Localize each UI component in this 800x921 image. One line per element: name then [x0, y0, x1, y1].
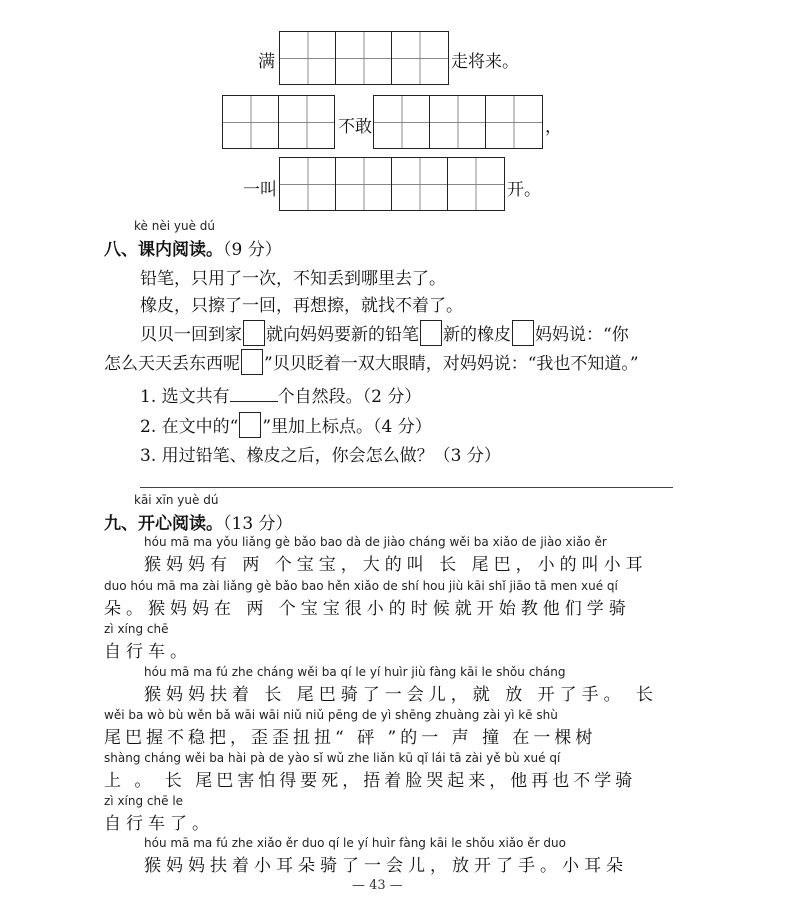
story-text-4: 猴妈妈扶着 长 尾巴骑了一会儿，就 放 开了手。 长	[144, 685, 659, 705]
section9-pinyin: kāi xīn yuè dú	[134, 493, 219, 507]
section8-paragraph-line3	[140, 320, 629, 346]
story-pinyin-2: duo hóu mā ma zài liǎng gè bǎo bao hěn xiǎo de shí hou jiù kāi shǐ jiāo tā men xué qí	[104, 579, 618, 593]
story-text-2: 朵。猴妈妈在 两 个宝宝很小的时候就开始教他们学骑	[104, 599, 631, 619]
section8-score: （9 分）	[223, 240, 282, 260]
section8-line2: 橡皮，只擦了一回，再想擦，就找不着了。	[140, 296, 463, 316]
story-pinyin-6: shàng cháng wěi ba hài pà de yào sǐ wǔ zhe liǎn kū qǐ lái tā zài yě bù xué qí	[104, 751, 561, 765]
grid-row2-middle: 不敢	[338, 117, 372, 137]
punctuation-box-1[interactable]	[243, 320, 265, 346]
grid-cell[interactable]	[430, 96, 486, 148]
story-text-8: 猴妈妈扶着小耳朵骑了一会儿，放开了手。小耳朵	[144, 856, 628, 876]
p3-text-a: 贝贝一回到家	[140, 325, 242, 345]
grid-cell[interactable]	[279, 96, 335, 148]
q1-text-b: 个自然段。（2 分）	[277, 387, 422, 407]
grid-row1-suffix: 走将来。	[451, 52, 519, 72]
answer-blank[interactable]	[230, 387, 278, 402]
question-3: 3. 用过铅笔、橡皮之后，你会怎么做？（3 分）	[140, 446, 501, 466]
grid-cell[interactable]	[280, 32, 336, 84]
story-text-3: 自行车。	[104, 642, 192, 662]
q2-text-b: ”里加上标点。（4 分）	[262, 417, 432, 437]
grid-cell[interactable]	[448, 158, 504, 210]
grid-cell[interactable]	[336, 158, 392, 210]
story-text-5: 尾巴握不稳把，歪歪扭扭“ 砰 ”的一 声 撞 在一棵树	[104, 728, 597, 748]
p3-text-d: 妈妈说：“你	[535, 325, 629, 345]
example-box	[239, 412, 261, 438]
page-number: — 43 —	[352, 878, 403, 893]
q1-text-a: 1. 选文共有	[140, 387, 230, 407]
grid-row3-prefix: 一叫	[243, 180, 277, 200]
question-1	[140, 382, 421, 407]
story-pinyin-5: wěi ba wò bù wěn bǎ wāi wāi niǔ niǔ pēng de yì shēng zhuàng zài yì kē shù	[104, 708, 558, 722]
grid-cell[interactable]	[223, 96, 279, 148]
grid-cell[interactable]	[486, 96, 542, 148]
story-pinyin-3: zì xíng chē	[104, 622, 169, 636]
p3-text-b: 就向妈妈要新的铅笔	[266, 325, 419, 345]
writing-grid-row2-right[interactable]	[373, 95, 543, 149]
grid-cell[interactable]	[374, 96, 430, 148]
grid-cell[interactable]	[280, 158, 336, 210]
grid-cell[interactable]	[392, 32, 448, 84]
section9-header	[104, 509, 293, 534]
story-text-1: 猴妈妈有 两 个宝宝，大的叫 长 尾巴，小的叫小耳	[144, 555, 648, 575]
story-pinyin-7: zì xíng chē le	[104, 794, 184, 808]
punctuation-box-4[interactable]	[241, 349, 263, 375]
section8-pinyin: kè nèi yuè dú	[134, 219, 215, 233]
p3-text-c: 新的橡皮	[443, 325, 511, 345]
grid-cell[interactable]	[336, 32, 392, 84]
answer-line[interactable]	[140, 487, 673, 488]
story-pinyin-8: hóu mā ma fú zhe xiǎo ěr duo qí le yí huìr fàng kāi le shǒu xiǎo ěr duo	[144, 836, 566, 850]
punctuation-box-2[interactable]	[420, 320, 442, 346]
p4-text-b: ”贝贝眨着一双大眼睛，对妈妈说：“我也不知道。”	[264, 354, 639, 374]
writing-grid-row3[interactable]	[279, 157, 505, 211]
story-pinyin-1: hóu mā ma yǒu liǎng gè bǎo bao dà de jiào cháng wěi ba xiǎo de jiào xiǎo ěr	[144, 535, 607, 549]
writing-grid-row1[interactable]	[279, 31, 449, 85]
grid-row1-prefix: 满	[258, 52, 275, 72]
section8-heading: 八、课内阅读。	[104, 240, 223, 260]
q2-text-a: 2. 在文中的“	[140, 417, 239, 437]
section9-score: （13 分）	[223, 514, 293, 534]
grid-cell[interactable]	[392, 158, 448, 210]
story-text-6: 上 。 长 尾巴害怕得要死，捂着脸哭起来，他再也不学骑	[104, 771, 637, 791]
writing-grid-row2-left[interactable]	[222, 95, 335, 149]
punctuation-box-3[interactable]	[512, 320, 534, 346]
section8-paragraph-line4	[104, 349, 639, 375]
section8-line1: 铅笔，只用了一次，不知丢到哪里去了。	[140, 269, 446, 289]
question-2	[140, 412, 432, 438]
grid-row2-suffix: ，	[545, 117, 562, 137]
section9-heading: 九、开心阅读。	[104, 514, 223, 534]
story-pinyin-4: hóu mā ma fú zhe cháng wěi ba qí le yí huìr jiù fàng kāi le shǒu cháng	[144, 665, 566, 679]
grid-row3-suffix: 开。	[507, 180, 541, 200]
story-text-7: 自行车了。	[104, 814, 214, 834]
section8-header	[104, 235, 282, 260]
p4-text-a: 怎么天天丢东西呢	[104, 354, 240, 374]
